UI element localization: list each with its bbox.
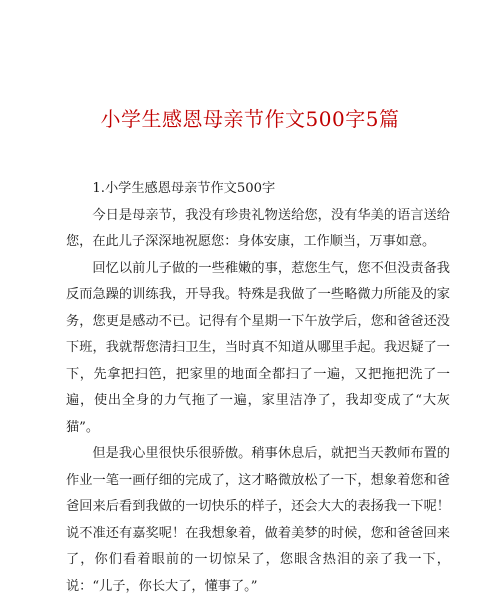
- paragraph-2: 回忆以前儿子做的一些稚嫩的事，惹您生气，您不但没责备我反而急躁的训练我，开导我。特殊是我做了一些略微力所能及的家务，您更是感动不已。记得有个星期一下午放学后，您和爸爸还没下班，我就帮您清扫卫生，当时真不知道从哪里手起。我迟疑了一下，先拿把扫笆，把家里的地面全都扫了一遍，又把拖把洗了一遍，使出全身的力气拖了一遍，家里洁净了，我却变成了“大灰猫”。: [66, 260, 450, 435]
- document-title: 小学生感恩母亲节作文500字5篇: [100, 107, 400, 131]
- paragraph-3: 但是我心里很快乐很骄傲。稍事休息后，就把当天教师布置的作业一笔一画仔细的完成了，这才略微放松了一下，想象着您和爸爸回来后看到我做的一切快乐的样子，还会大大的表扬我一下呢！说不准还有嘉奖呢！在我想象着，做着美梦的时候，您和爸爸回来了，你们看着眼前的一切惊呆了，您眼含热泪的亲了我一下，说：“儿子，你长大了，懂事了。”: [66, 446, 450, 594]
- section-heading: 1.小学生感恩母亲节作文500字: [92, 181, 276, 196]
- paragraph-1: 今日是母亲节，我没有珍贵礼物送给您，没有华美的语言送给您，在此儿子深深地祝愿您：身体安康，工作顺当，万事如意。: [66, 207, 450, 249]
- document-body: [66, 176, 450, 600]
